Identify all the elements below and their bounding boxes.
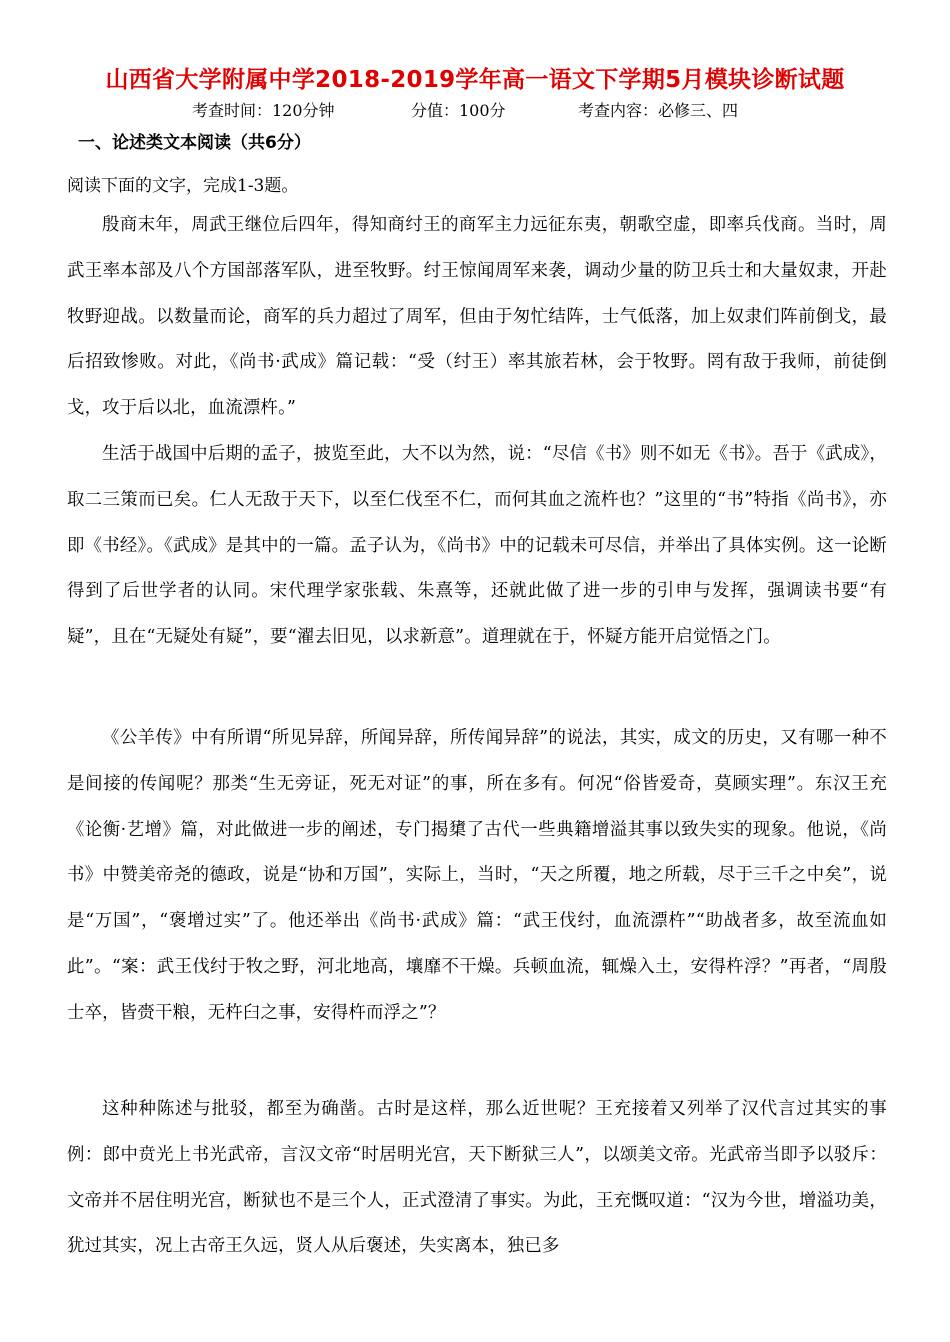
exam-score: 分值：100分 — [411, 101, 506, 120]
exam-time: 考查时间：120分钟 — [192, 101, 335, 120]
reading-instruction: 阅读下面的文字，完成1-3题。 — [67, 176, 299, 196]
document-title: 山西省大学附属中学2018-2019学年高一语文下学期5月模块诊断试题 — [105, 67, 845, 93]
paragraph-2: 生活于战国中后期的孟子，披览至此，大不以为然，说：“尽信《书》则不如无《书》。吾于《武成》，取二三策而已矣。仁人无敌于天下，以至仁伐至不仁，而何其血之流杵也？”这里的“书”特指《尚书》，亦即《书经》。《武成》是其中的一篇。孟子认为，《尚书》中的记载未可尽信，并举出了具体实例。这一论断得到了后世学者的认同。宋代理学家张载、朱熹等，还就此做了进一步的引申与发挥，强调读书要“有疑”，且在“无疑处有疑”，要“濯去旧见，以求新意”。道理就在于，怀疑方能开启觉悟之门。 — [67, 444, 887, 648]
exam-content: 考查内容：必修三、四 — [578, 101, 739, 120]
paragraph-3: 《公羊传》中有所谓“所见异辞，所闻异辞，所传闻异辞”的说法，其实，成文的历史，又有哪一种不是间接的传闻呢？那类“生无旁证，死无对证”的事，所在多有。何况“俗皆爱奇，莫顾实理”。东汉王充《论衡·艺增》篇，对此做进一步的阐述，专门揭橥了古代一些典籍增溢其事以致失实的现象。他说，《尚书》中赞美帝尧的德政，说是“协和万国”，实际上，当时，“天之所覆，地之所载，尽于三千之中矣”，说是“万国”，“褒增过实”了。他还举出《尚书·武成》篇：“武王伐纣，血流漂杵”“助战者多，故至流血如此”。“案：武王伐纣于牧之野，河北地高，壤靡不干燥。兵顿血流，辄燥入土，安得杵浮？”再者，“周殷士卒，皆赍干粮，无杵臼之事，安得杵而浮之”？ — [67, 728, 887, 1023]
section-heading: 一、论述类文本阅读（共6分） — [78, 133, 311, 153]
paragraph-4: 这种种陈述与批驳，都至为确凿。古时是这样，那么近世呢？王充接着又列举了汉代言过其实的事例：郎中贲光上书光武帝，言汉文帝“时居明光宫，天下断狱三人”，以颂美文帝。光武帝当即予以驳斥：文帝并不居住明光宫，断狱也不是三个人，正式澄清了事实。为此，王充慨叹道：“汉为今世，增溢功美，犹过其实，况上古帝王久远，贤人从后褒述，失实离本，独已多 — [67, 1099, 887, 1257]
paragraph-1: 殷商末年，周武王继位后四年，得知商纣王的商军主力远征东夷，朝歌空虚，即率兵伐商。当时，周武王率本部及八个方国部落军队，进至牧野。纣王惊闻周军来袭，调动少量的防卫兵士和大量奴隶，开赴牧野迎战。以数量而论，商军的兵力超过了周军，但由于匆忙结阵，士气低落，加上奴隶们阵前倒戈，最后招致惨败。对此，《尚书·武成》篇记载：“受（纣王）率其旅若林，会于牧野。罔有敌于我师，前徒倒戈，攻于后以北，血流漂杵。” — [67, 215, 887, 419]
